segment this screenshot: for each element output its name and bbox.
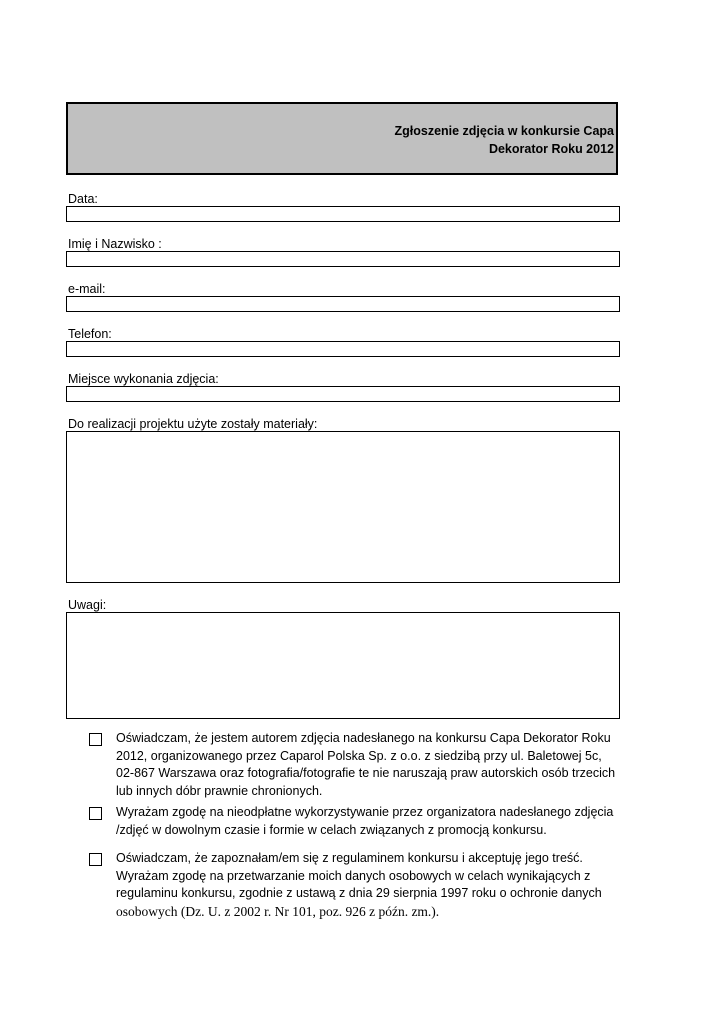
- email-field[interactable]: [66, 296, 620, 312]
- usage-consent-checkbox[interactable]: [89, 807, 102, 820]
- form-title-line1: Zgłoszenie zdjęcia w konkursie Capa: [394, 124, 614, 138]
- phone-field[interactable]: [66, 341, 620, 357]
- authorship-declaration: Oświadczam, że jestem autorem zdjęcia nadesłanego na konkursu Capa Dekorator Roku 2012, organizowanego przez Caparol Polska Sp. z o.o. z siedzibą przy ul. Baletowej 5c, 02-867 Warszawa oraz fotografia/fotografie te nie naruszają praw autorskich osób trzecich lub innych dóbr prawnie chronionych.: [116, 731, 616, 798]
- rules-consent-text: Oświadczam, że zapoznałam/em się z regulaminem konkursu i akceptuję jego treść. Wyrażam zgodę na przetwarzanie moich danych osobowych w celach wynikających z regulaminu konkursu, zgodnie z ustawą z dnia 29 sierpnia 1997 roku o ochronie danych: [116, 851, 602, 900]
- date-field[interactable]: [66, 206, 620, 222]
- form-header: [66, 102, 618, 175]
- form-title-line2: Dekorator Roku 2012: [488, 142, 614, 156]
- rules-consent-declaration: [116, 850, 616, 921]
- name-field[interactable]: [66, 251, 620, 267]
- notes-textarea[interactable]: [66, 612, 620, 719]
- rules-consent-legal-reference: osobowych (Dz. U. z 2002 r. Nr 101, poz. 926 z późn. zm.).: [116, 903, 440, 919]
- rules-consent-checkbox[interactable]: [89, 853, 102, 866]
- date-label: Data:: [68, 192, 98, 206]
- name-label: Imię i Nazwisko :: [68, 237, 162, 251]
- phone-label: Telefon:: [68, 327, 112, 341]
- place-field[interactable]: [66, 386, 620, 402]
- materials-textarea[interactable]: [66, 431, 620, 583]
- email-label: e-mail:: [68, 282, 106, 296]
- form-title: [394, 122, 614, 158]
- materials-label: Do realizacji projektu użyte zostały materiały:: [68, 417, 318, 431]
- authorship-checkbox[interactable]: [89, 733, 102, 746]
- usage-consent-declaration: Wyrażam zgodę na nieodpłatne wykorzystywanie przez organizatora nadesłanego zdjęcia /zdjęć w dowolnym czasie i formie w celach związanych z promocją konkursu.: [116, 805, 614, 837]
- place-label: Miejsce wykonania zdjęcia:: [68, 372, 219, 386]
- notes-label: Uwagi:: [68, 598, 107, 612]
